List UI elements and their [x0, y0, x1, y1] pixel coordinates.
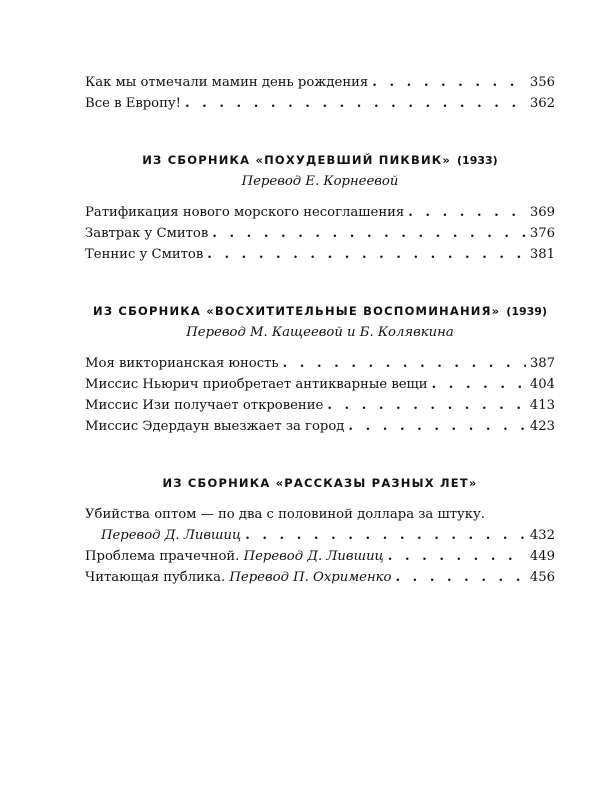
toc-entry[interactable]	[85, 546, 555, 567]
entry-title: Моя викторианская юность	[85, 356, 279, 371]
toc-entry[interactable]	[85, 525, 555, 546]
dot-leader	[348, 416, 525, 437]
dot-leader	[283, 353, 526, 374]
section-translator: Перевод М. Кащеевой и Б. Колявкина	[186, 325, 454, 340]
toc-entry[interactable]	[85, 93, 555, 114]
section-title: ИЗ СБОРНИКА «РАССКАЗЫ РАЗНЫХ ЛЕТ»	[162, 476, 478, 490]
dot-leader	[408, 202, 526, 223]
page-number: 387	[529, 356, 555, 371]
page-number: 432	[529, 528, 555, 543]
entry-title: Читающая публика.	[85, 570, 226, 585]
entry-title: Миссис Изи получает откровение	[85, 398, 324, 413]
page-number: 376	[529, 226, 555, 241]
entry-translator: Перевод Д. Лившиц	[243, 549, 384, 564]
entry-title: Проблема прачечной.	[85, 549, 240, 564]
dot-leader	[372, 72, 526, 93]
toc-entry[interactable]	[85, 567, 555, 588]
entry-title: Теннис у Смитов	[85, 247, 204, 262]
page-number: 423	[529, 419, 555, 434]
dot-leader	[245, 525, 526, 546]
toc-entry[interactable]	[85, 353, 555, 374]
section-heading	[85, 473, 555, 494]
entry-title: Миссис Ньюрич приобретает антикварные вещи	[85, 377, 428, 392]
entry-title: Завтрак у Смитов	[85, 226, 209, 241]
dot-leader	[395, 567, 525, 588]
page-number: 356	[529, 75, 555, 90]
section-year: (1933)	[457, 154, 498, 167]
page-number: 369	[529, 205, 555, 220]
page-number: 381	[529, 247, 555, 262]
entry-translator: Перевод Д. Лившиц	[101, 528, 242, 543]
section-heading	[85, 301, 555, 322]
section-translator: Перевод Е. Корнеевой	[241, 174, 399, 189]
section-heading	[85, 150, 555, 171]
entry-title: Как мы отмечали мамин день рождения	[85, 75, 369, 90]
dot-leader	[185, 93, 526, 114]
table-of-contents	[85, 72, 555, 588]
entry-title-line[interactable]: Убийства оптом — по два с половиной доллара за штуку.	[85, 507, 485, 522]
entry-title: Ратификация нового морского несоглашения	[85, 205, 405, 220]
entry-title-wrap	[85, 567, 391, 588]
toc-entry[interactable]	[85, 202, 555, 223]
page-number: 404	[529, 377, 555, 392]
entry-title: Миссис Эдердаун выезжает за город	[85, 419, 345, 434]
section-title: ИЗ СБОРНИКА «ВОСХИТИТЕЛЬНЫЕ ВОСПОМИНАНИЯ»	[93, 304, 501, 318]
section-title: ИЗ СБОРНИКА «ПОХУДЕВШИЙ ПИКВИК»	[142, 153, 452, 167]
page-number: 449	[529, 549, 555, 564]
dot-leader	[327, 395, 526, 416]
page-number: 362	[529, 96, 555, 111]
section-year: (1939)	[506, 305, 547, 318]
page-number: 413	[529, 398, 555, 413]
page-number: 456	[529, 570, 555, 585]
dot-leader	[207, 244, 526, 265]
toc-entry[interactable]	[85, 223, 555, 244]
toc-entry[interactable]	[85, 416, 555, 437]
toc-entry[interactable]	[85, 374, 555, 395]
toc-entry[interactable]	[85, 395, 555, 416]
toc-entry[interactable]	[85, 72, 555, 93]
entry-title-wrap	[85, 546, 384, 567]
dot-leader	[388, 546, 526, 567]
entry-translator: Перевод П. Охрименко	[229, 570, 392, 585]
dot-leader	[432, 374, 526, 395]
toc-entry[interactable]	[85, 244, 555, 265]
dot-leader	[212, 223, 526, 244]
entry-title: Все в Европу!	[85, 96, 181, 111]
